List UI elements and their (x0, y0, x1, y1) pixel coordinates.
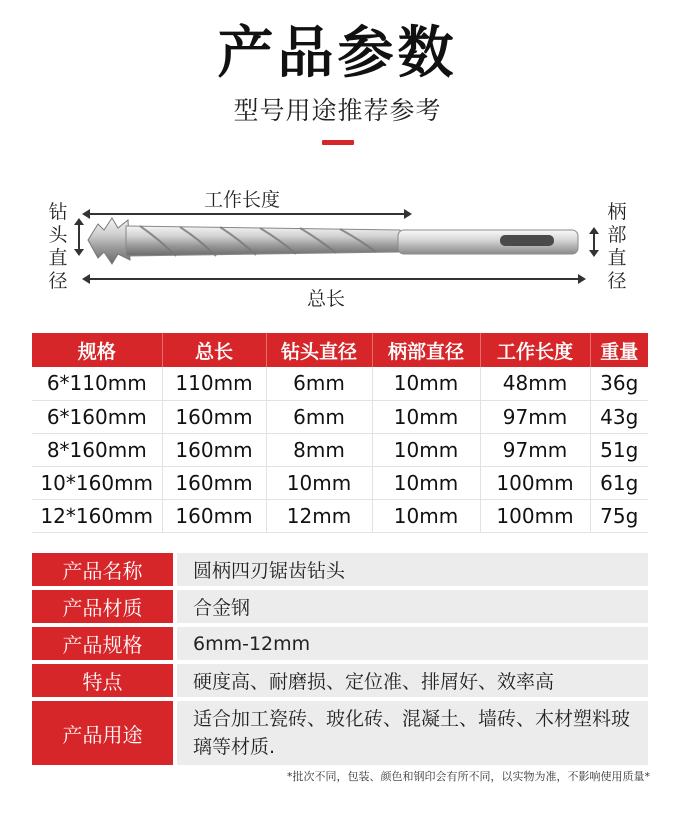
cell: 8mm (266, 433, 372, 466)
info-value: 合金钢 (177, 590, 648, 623)
cell: 48mm (480, 367, 590, 400)
drill-bit-image (0, 180, 675, 310)
info-row-name (32, 553, 648, 586)
cell: 100mm (480, 499, 590, 532)
info-key: 产品名称 (32, 553, 173, 586)
header-weight: 重量 (590, 333, 648, 367)
header-spec: 规格 (32, 333, 162, 367)
info-key: 产品材质 (32, 590, 173, 623)
cell: 61g (590, 466, 648, 499)
table-row (32, 499, 648, 532)
shank-diameter-char-2: 部 (607, 224, 627, 246)
drill-diameter-char-3: 直 (48, 247, 68, 269)
header-drill-diameter: 钻头直径 (266, 333, 372, 367)
table-row (32, 367, 648, 400)
spec-table-header (32, 333, 648, 367)
cell: 10mm (372, 499, 480, 532)
cell: 6*110mm (32, 367, 162, 400)
working-length-label: 工作长度 (204, 189, 281, 211)
cell: 160mm (162, 466, 266, 499)
spec-table (32, 333, 648, 533)
cell: 160mm (162, 400, 266, 433)
shank-diameter-char-4: 径 (607, 270, 627, 292)
info-row-features (32, 664, 648, 697)
info-value: 硬度高、耐磨损、定位准、排屑好、效率高 (177, 664, 648, 697)
cell: 97mm (480, 400, 590, 433)
info-key: 特点 (32, 664, 173, 697)
cell: 160mm (162, 499, 266, 532)
cell: 51g (590, 433, 648, 466)
info-value: 6mm-12mm (177, 627, 648, 660)
page-subtitle: 型号用途推荐参考 (233, 96, 442, 125)
drill-diameter-char-2: 头 (48, 224, 68, 246)
info-row-usage (32, 701, 648, 765)
shank-diameter-char-1: 柄 (607, 201, 627, 223)
cell: 10mm (372, 433, 480, 466)
footnote: *批次不同，包装、颜色和钢印会有所不同，以实物为准，不影响使用质量* (287, 770, 650, 783)
cell: 75g (590, 499, 648, 532)
cell: 12mm (266, 499, 372, 532)
header-total-length: 总长 (162, 333, 266, 367)
info-row-material (32, 590, 648, 623)
drill-diameter-char-1: 钻 (48, 201, 68, 223)
info-key: 产品用途 (32, 701, 173, 765)
cell: 10*160mm (32, 466, 162, 499)
page-title: 产品参数 (217, 21, 458, 86)
cell: 110mm (162, 367, 266, 400)
header-shank-diameter: 柄部直径 (372, 333, 480, 367)
drill-diameter-char-4: 径 (48, 270, 68, 292)
cell: 8*160mm (32, 433, 162, 466)
info-value: 适合加工瓷砖、玻化砖、混凝土、墙砖、木材塑料玻璃等材质. (177, 701, 648, 765)
accent-bar (322, 140, 354, 145)
cell: 97mm (480, 433, 590, 466)
info-row-spec (32, 627, 648, 660)
cell: 6mm (266, 400, 372, 433)
cell: 10mm (372, 367, 480, 400)
product-info-table (32, 553, 648, 769)
cell: 12*160mm (32, 499, 162, 532)
table-row (32, 466, 648, 499)
total-length-label: 总长 (307, 288, 346, 310)
cell: 43g (590, 400, 648, 433)
header-working-length: 工作长度 (480, 333, 590, 367)
table-row (32, 400, 648, 433)
cell: 100mm (480, 466, 590, 499)
cell: 6*160mm (32, 400, 162, 433)
shank-diameter-char-3: 直 (607, 247, 627, 269)
cell: 10mm (372, 400, 480, 433)
info-key: 产品规格 (32, 627, 173, 660)
cell: 10mm (266, 466, 372, 499)
cell: 6mm (266, 367, 372, 400)
drill-bit-diagram (0, 180, 675, 310)
cell: 160mm (162, 433, 266, 466)
cell: 36g (590, 367, 648, 400)
cell: 10mm (372, 466, 480, 499)
table-row (32, 433, 648, 466)
info-value: 圆柄四刃锯齿钻头 (177, 553, 648, 586)
